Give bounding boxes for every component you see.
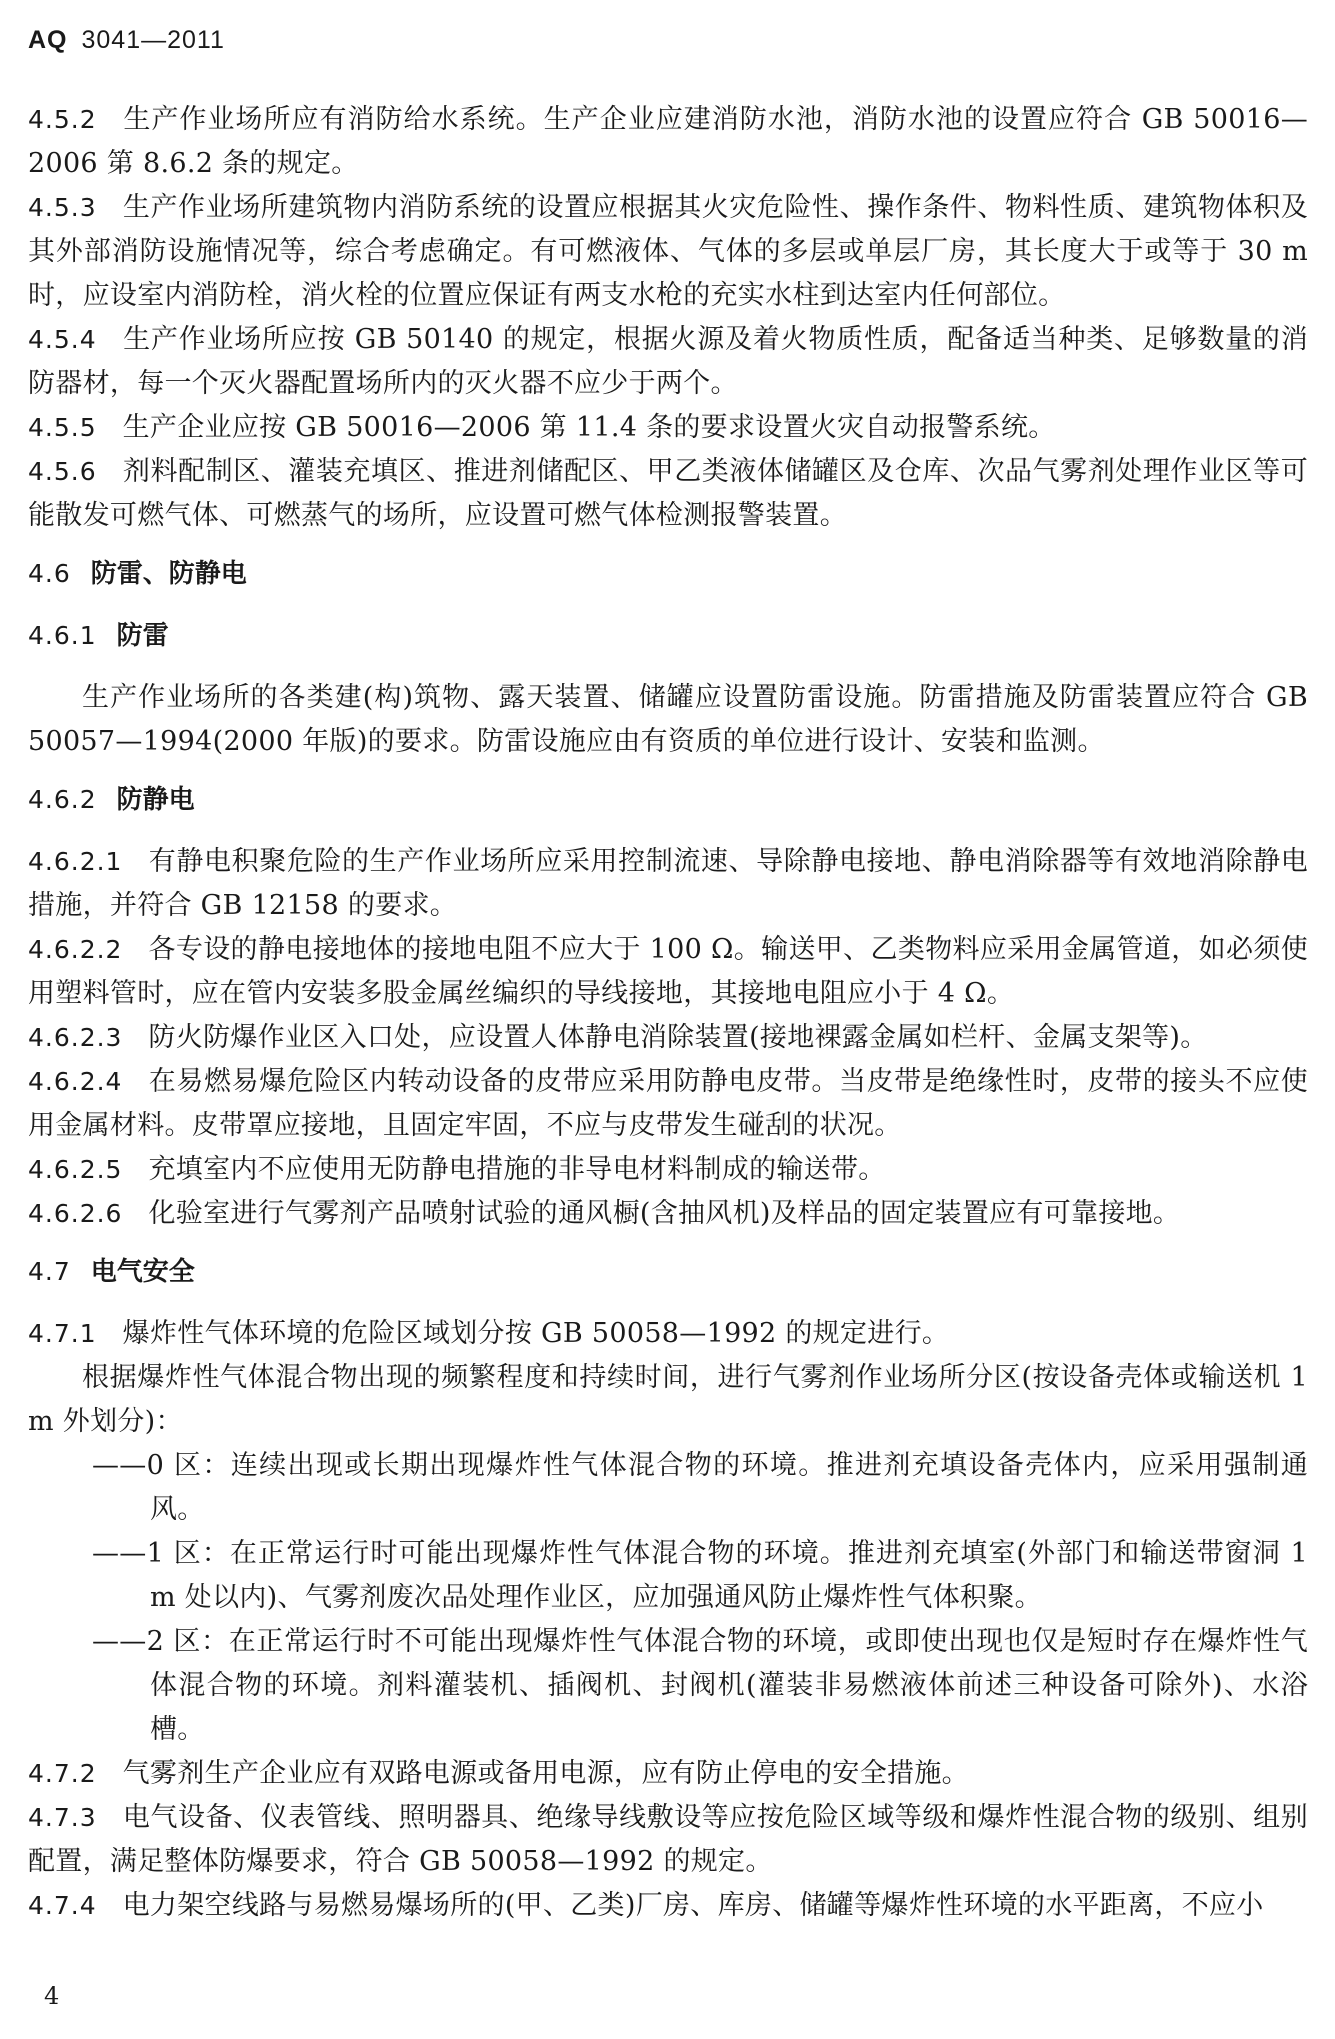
clause-4-5-4: 4.5.4 生产作业场所应按 GB 50140 的规定，根据火源及着火物质性质，配备适当种类、足够数量的消防器材，每一个灭火器配置场所内的灭火器不应少于两个。	[28, 324, 1308, 399]
page-number: 4	[44, 1982, 60, 2010]
clause-4-5-6: 4.5.6 剂料配制区、灌装充填区、推进剂储配区、甲乙类液体储罐区及仓库、次品气雾剂处理作业区等可能散发可燃气体、可燃蒸气的场所，应设置可燃气体检测报警装置。	[28, 456, 1308, 531]
clause-4-7-2: 4.7.2 气雾剂生产企业应有双路电源或备用电源，应有防止停电的安全措施。	[28, 1758, 969, 1789]
clause-4-6-2-4: 4.6.2.4 在易燃易爆危险区内转动设备的皮带应采用防静电皮带。当皮带是绝缘性时，皮带的接头不应使用金属材料。皮带罩应接地，且固定牢固，不应与皮带发生碰刮的状况。	[28, 1066, 1308, 1141]
clause-4-5-5: 4.5.5 生产企业应按 GB 50016—2006 第 11.4 条的要求设置火灾自动报警系统。	[28, 412, 1056, 443]
zone-2-item: ——2 区：在正常运行时不可能出现爆炸性气体混合物的环境，或即使出现也仅是短时存在爆炸性气体混合物的环境。剂料灌装机、插阀机、封阀机(灌装非易燃液体前述三种设备可除外)、水浴槽。	[92, 1626, 1308, 1745]
section-heading-4-6: 4.6 防雷、防静电	[28, 559, 247, 589]
standard-code: AQ	[28, 26, 68, 54]
clause-4-7-1: 4.7.1 爆炸性气体环境的危险区域划分按 GB 50058—1992 的规定进行。	[28, 1318, 950, 1349]
section-heading-4-6-1: 4.6.1 防雷	[28, 621, 169, 651]
clause-4-6-2-5: 4.6.2.5 充填室内不应使用无防静电措施的非导电材料制成的输送带。	[28, 1154, 886, 1185]
page-header	[28, 26, 225, 55]
clause-4-7-4: 4.7.4 电力架空线路与易燃易爆场所的(甲、乙类)厂房、库房、储罐等爆炸性环境的水平距离，不应小	[28, 1890, 1264, 1921]
clause-4-5-3: 4.5.3 生产作业场所建筑物内消防系统的设置应根据其火灾危险性、操作条件、物料性质、建筑物体积及其外部消防设施情况等，综合考虑确定。有可燃液体、气体的多层或单层厂房，其长度大于或等于 30 m 时，应设室内消防栓，消火栓的位置应保证有两支水枪的充实水柱到达室内任何部位。	[28, 192, 1308, 311]
zone-1-item: ——1 区：在正常运行时可能出现爆炸性气体混合物的环境。推进剂充填室(外部门和输送带窗洞 1 m 处以内)、气雾剂废次品处理作业区，应加强通风防止爆炸性气体积聚。	[92, 1538, 1308, 1613]
clause-4-5-2: 4.5.2 生产作业场所应有消防给水系统。生产企业应建消防水池，消防水池的设置应符合 GB 50016—2006 第 8.6.2 条的规定。	[28, 104, 1308, 179]
document-body	[28, 98, 1308, 1928]
section-heading-4-6-2: 4.6.2 防静电	[28, 785, 195, 815]
zone-0-item: ——0 区：连续出现或长期出现爆炸性气体混合物的环境。推进剂充填设备壳体内，应采用强制通风。	[92, 1450, 1308, 1525]
clause-4-6-1-text: 生产作业场所的各类建(构)筑物、露天装置、储罐应设置防雷设施。防雷措施及防雷装置应符合 GB 50057—1994(2000 年版)的要求。防雷设施应由有资质的单位进行设计、安装和监测。	[28, 682, 1308, 757]
clause-4-7-3: 4.7.3 电气设备、仪表管线、照明器具、绝缘导线敷设等应按危险区域等级和爆炸性混合物的级别、组别配置，满足整体防爆要求，符合 GB 50058—1992 的规定。	[28, 1802, 1308, 1877]
standard-number: 3041—2011	[81, 26, 225, 54]
clause-4-6-2-1: 4.6.2.1 有静电积聚危险的生产作业场所应采用控制流速、导除静电接地、静电消除器等有效地消除静电措施，并符合 GB 12158 的要求。	[28, 846, 1308, 921]
clause-4-6-2-6: 4.6.2.6 化验室进行气雾剂产品喷射试验的通风橱(含抽风机)及样品的固定装置应有可靠接地。	[28, 1198, 1181, 1229]
clause-4-7-1-para: 根据爆炸性气体混合物出现的频繁程度和持续时间，进行气雾剂作业场所分区(按设备壳体或输送机 1 m 外划分)：	[28, 1362, 1308, 1437]
clause-4-6-2-2: 4.6.2.2 各专设的静电接地体的接地电阻不应大于 100 Ω。输送甲、乙类物料应采用金属管道，如必须使用塑料管时，应在管内安装多股金属丝编织的导线接地，其接地电阻应小于 4 Ω。	[28, 934, 1308, 1009]
section-heading-4-7: 4.7 电气安全	[28, 1257, 195, 1287]
clause-4-6-2-3: 4.6.2.3 防火防爆作业区入口处，应设置人体静电消除装置(接地裸露金属如栏杆、金属支架等)。	[28, 1022, 1208, 1053]
